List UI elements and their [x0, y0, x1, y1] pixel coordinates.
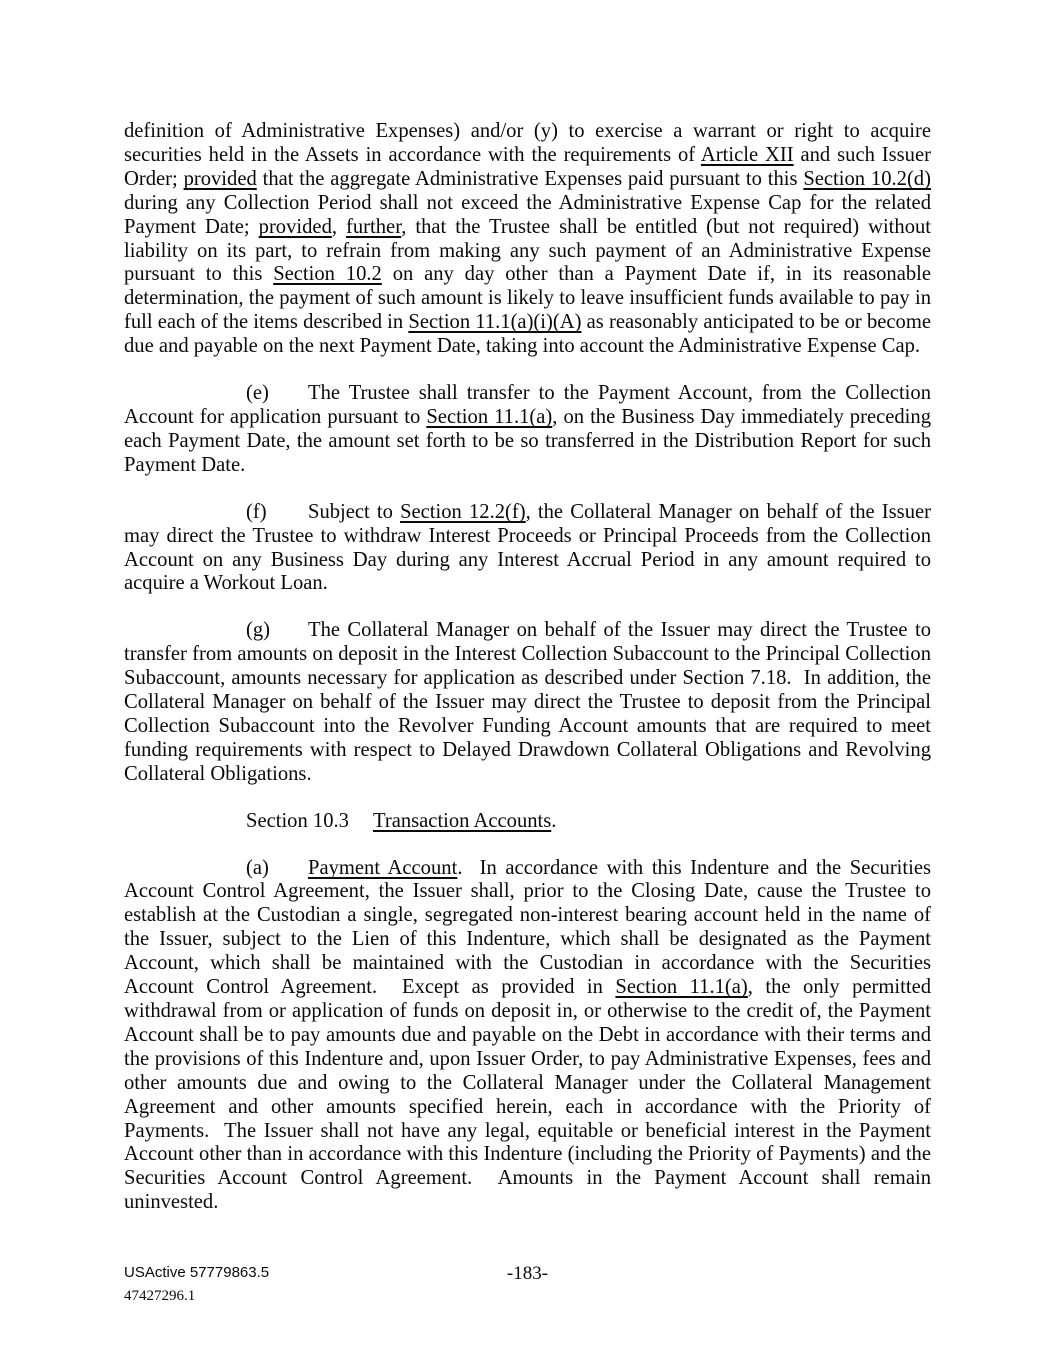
paragraph-label: (f) [246, 500, 267, 523]
document-body [124, 120, 931, 1238]
body-text-run: as reasonably anticipated to be or become due and payable on the next Payment Date, taking into account the Administrative Expense Cap. [124, 311, 931, 358]
cross-reference-text: provided [258, 215, 332, 238]
cross-reference-text: Section 11.1(a)(i)(A) [408, 311, 582, 334]
body-text-run: The Trustee shall transfer to the Payment Account, from the Collection Account for application pursuant to [124, 382, 931, 428]
cross-reference-text: Article XII [700, 143, 794, 166]
paragraph-section-10-2-f [124, 501, 931, 597]
body-text-run: . In accordance with this Indenture and the Securities Account Control Agreement, the Issuer shall, prior to the Closing Date, cause the Trustee to establish at the Custodian a single, segregated non-interest bearing account held in the name of the Issuer, subject to the Lien of this Indenture, which shall be designated as the Payment Account, which shall be maintained with the Custodian in accordance with the Securities Account Control Agreement. Except as provided in [124, 856, 931, 999]
body-text-run: on any day other than a Payment Date if, in its reasonable determination, the payment of such amount is likely to leave insufficient funds available to pay in full each of the items described in [124, 263, 932, 334]
body-text-run: , [331, 215, 347, 238]
cross-reference-text: Payment Account [308, 856, 458, 879]
body-text-run: . [551, 809, 557, 832]
cross-reference-text: Section 10.2(d) [803, 167, 931, 190]
body-text-run: , the only permitted withdrawal from or application of funds on deposit in, or otherwise to the credit of, the Payment Account shall be to pay amounts due and payable on the Debt in accordance with their terms and the provisions of this Indenture and, upon Issuer Order, to pay Administrative Expenses, fees and other amounts due and owing to the Collateral Manager under the Collateral Management Agreement and other amounts specified herein, each in accordance with the Priority of Payments. The Issuer shall not have any legal, equitable or beneficial interest in the Payment Account other than in accordance with this Indenture (including the Priority of Payments) and the Securities Account Control Agreement. Amounts in the Payment Account shall remain uninvested. [124, 976, 932, 1214]
paragraph-section-10-2-g [124, 619, 931, 786]
body-text-run: and such Issuer Order; [124, 143, 931, 190]
cross-reference-text: provided [183, 167, 257, 190]
body-text-run: , that the Trustee shall be entitled (but not required) without liability on its part, to refrain from making any such payment of an Administrative Expense pursuant to this [124, 215, 932, 286]
body-text-run: , on the Business Day immediately preceding each Payment Date, the amount set forth to be so transferred in the Distribution Report for such Payment Date. [124, 405, 931, 476]
footer-secondary-number: 47427296.1 [124, 1288, 196, 1304]
heading-section-10-3 [124, 810, 931, 834]
paragraph-label: (a) [246, 856, 269, 879]
cross-reference-text: Section 12.2(f) [400, 500, 526, 523]
page-number: -183- [506, 1263, 549, 1284]
body-text-run: that the aggregate Administrative Expenses paid pursuant to this [256, 167, 804, 190]
cross-reference-text: Section 10.2 [273, 263, 382, 286]
body-text-run: , the Collateral Manager on behalf of the Issuer may direct the Trustee to withdraw Interest Proceeds or Principal Proceeds from the Collection Account on any Business Day during any Interest Accrual Period in any amount required to acquire a Workout Loan. [124, 500, 931, 595]
footer-usactive-number: USActive 57779863.5 [124, 1264, 270, 1281]
cross-reference-text: Section 11.1(a) [426, 405, 553, 428]
paragraph-section-10-3-a [124, 857, 931, 1216]
paragraph-section-10-2-d-continuation [124, 120, 931, 359]
body-text-run: during any Collection Period shall not exceed the Administrative Expense Cap for the related Payment Date; [124, 191, 931, 238]
body-text-run: The Collateral Manager on behalf of the Issuer may direct the Trustee to transfer from amounts on deposit in the Interest Collection Subaccount to the Principal Collection Subaccount, amounts necessary for application as described under Section 7.18. In addition, the Collateral Manager on behalf of the Issuer may direct the Trustee to deposit from the Principal Collection Subaccount into the Revolver Funding Account amounts that are required to meet funding requirements with respect to Delayed Drawdown Collateral Obligations and Revolving Collateral Obligations. [124, 619, 931, 785]
cross-reference-text: further [346, 215, 402, 238]
body-text-run: Subject to [308, 500, 401, 523]
cross-reference-text: Section 11.1(a) [615, 976, 748, 999]
paragraph-section-10-2-e [124, 382, 931, 478]
body-text-run: definition of Administrative Expenses) and/or (y) to exercise a warrant or right to acquire securities held in the Assets in accordance with the requirements of [124, 120, 931, 166]
paragraph-label: (e) [246, 382, 269, 405]
paragraph-label: Section 10.3 [246, 809, 349, 832]
cross-reference-text: Transaction Accounts [373, 809, 552, 832]
paragraph-label: (g) [246, 619, 271, 642]
